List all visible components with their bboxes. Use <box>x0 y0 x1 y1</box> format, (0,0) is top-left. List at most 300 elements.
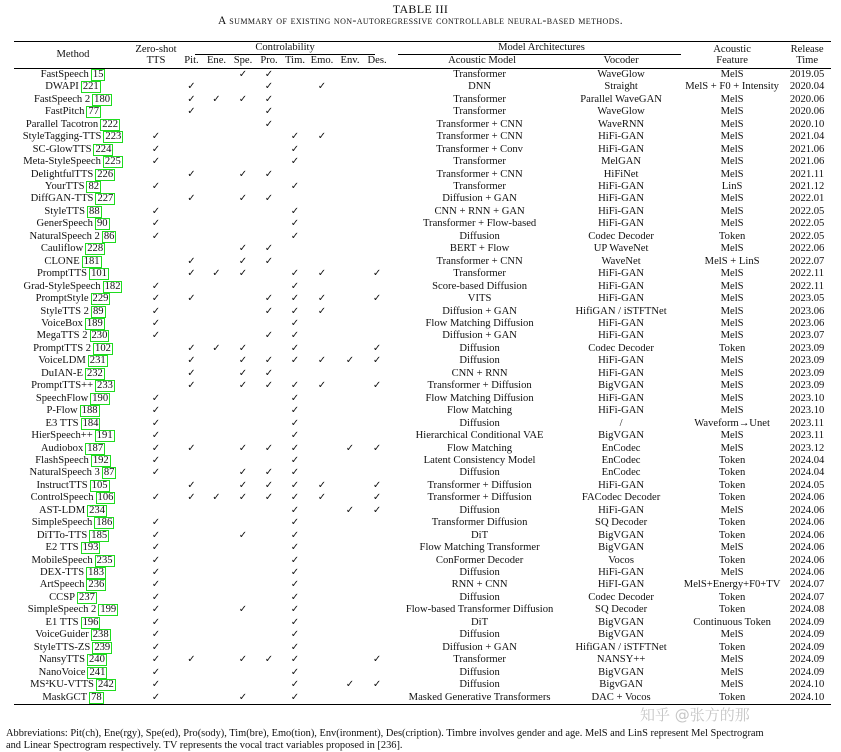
citation-link[interactable]: 89 <box>92 305 104 317</box>
citation-link[interactable]: 236 <box>88 579 105 591</box>
energy-check <box>203 579 230 591</box>
energy-check <box>203 592 230 604</box>
energy-check <box>203 306 230 318</box>
table-row <box>14 330 831 342</box>
prosody-check: ✓ <box>264 93 274 105</box>
description-check <box>364 629 390 641</box>
zero-shot-check <box>132 256 180 268</box>
description-check <box>364 181 390 193</box>
timbre-check: ✓ <box>290 268 300 280</box>
release-time-cell: 2024.04 <box>789 467 825 479</box>
prosody-check: ✓ <box>264 355 274 367</box>
pitch-check <box>180 530 203 542</box>
speed-check <box>230 629 256 641</box>
acoustic-model-cell: Diffusion <box>459 504 500 516</box>
acoustic-model-cell: Diffusion + GAN <box>442 330 517 342</box>
citation-link[interactable]: 235 <box>96 554 113 566</box>
method-name <box>14 567 132 579</box>
table-row <box>14 268 831 280</box>
method-name <box>14 330 132 342</box>
energy-check <box>203 692 230 705</box>
citation-link[interactable]: 222 <box>102 118 119 130</box>
description-check: ✓ <box>372 355 382 367</box>
emotion-check <box>308 642 336 654</box>
citation-link[interactable]: 231 <box>89 355 106 367</box>
citation-link[interactable]: 242 <box>97 679 114 691</box>
citation-link[interactable]: 101 <box>91 268 107 280</box>
description-check: ✓ <box>372 268 382 280</box>
method-name-text: PromptTTS 2 <box>33 342 92 354</box>
emotion-check <box>308 169 336 181</box>
citation-link[interactable]: 238 <box>92 629 109 641</box>
emotion-check <box>308 281 336 293</box>
environment-check <box>336 617 364 629</box>
citation-link[interactable]: 232 <box>86 367 103 379</box>
pitch-check <box>180 629 203 641</box>
energy-check: ✓ <box>212 93 221 105</box>
pitch-check <box>180 592 203 604</box>
acoustic-feature-cell: MelS <box>720 654 744 666</box>
citation-link[interactable]: 182 <box>104 280 121 292</box>
method-name-text: E2 TTS <box>45 542 79 554</box>
citation-link[interactable]: 191 <box>96 430 113 442</box>
release-time-cell: 2023.11 <box>790 430 825 442</box>
acoustic-feature-cell: Token <box>718 641 746 653</box>
acoustic-feature-cell: MelS <box>720 355 744 367</box>
method-name <box>14 318 132 330</box>
citation-link[interactable]: 233 <box>97 380 113 392</box>
pitch-check <box>180 318 203 330</box>
release-time-cell: 2023.10 <box>789 392 825 404</box>
method-name-text: SC-GlowTTS <box>32 143 92 155</box>
citation-link[interactable]: 88 <box>89 205 100 217</box>
acoustic-feature-cell: MelS+Energy+F0+TV <box>683 579 781 591</box>
vocoder-cell: Vocos <box>608 554 634 566</box>
acoustic-feature-cell: Waveform→Unet <box>694 417 770 429</box>
acoustic-feature-cell: Token <box>718 591 746 603</box>
environment-check <box>336 455 364 467</box>
citation-link[interactable]: 223 <box>105 131 122 143</box>
emotion-check: ✓ <box>317 293 327 305</box>
pitch-check: ✓ <box>187 106 196 118</box>
citation-link[interactable]: 229 <box>92 293 109 305</box>
method-name-text: DEX-TTS <box>39 567 85 579</box>
emotion-check <box>308 343 336 355</box>
citation-link[interactable]: 221 <box>82 81 99 93</box>
citation-link[interactable]: 193 <box>82 542 99 554</box>
method-name <box>14 306 132 318</box>
description-check <box>364 617 390 629</box>
environment-check <box>336 206 364 218</box>
citation-link[interactable]: 102 <box>95 342 111 354</box>
energy-check <box>203 430 230 442</box>
vocoder-cell: WaveRNN <box>597 118 645 130</box>
release-time-cell: 2024.04 <box>789 454 825 466</box>
table-row <box>14 81 831 93</box>
speed-check: ✓ <box>238 492 248 504</box>
zero-shot-check: ✓ <box>151 679 161 691</box>
zero-shot-check: ✓ <box>151 230 161 242</box>
emotion-check <box>308 667 336 679</box>
emotion-check <box>308 256 336 268</box>
method-name <box>14 68 132 81</box>
citation-link[interactable]: 196 <box>82 616 99 628</box>
citation-link[interactable]: 187 <box>87 442 104 454</box>
emotion-check: ✓ <box>317 268 327 280</box>
emotion-check <box>308 679 336 691</box>
citation-link[interactable]: 105 <box>91 479 108 491</box>
description-check <box>364 555 390 567</box>
table-row <box>14 355 831 367</box>
speed-check: ✓ <box>238 442 248 454</box>
citation-link[interactable]: 87 <box>103 467 115 479</box>
citation-link[interactable]: 90 <box>96 218 108 230</box>
environment-check <box>336 256 364 268</box>
method-name-text: MS²KU-VTTS <box>30 679 94 691</box>
environment-check <box>336 667 364 679</box>
table-row <box>14 281 831 293</box>
citation-link[interactable]: 237 <box>79 591 95 603</box>
prosody-check <box>256 430 282 442</box>
method-name-text: CLONE <box>44 255 80 267</box>
citation-link[interactable]: 188 <box>81 405 98 417</box>
prosody-check: ✓ <box>264 118 274 130</box>
energy-check <box>203 642 230 654</box>
timbre-check: ✓ <box>290 218 300 230</box>
energy-check <box>203 281 230 293</box>
description-check: ✓ <box>372 380 382 392</box>
method-name <box>14 642 132 654</box>
pitch-check <box>180 517 203 529</box>
pitch-check <box>180 243 203 255</box>
prosody-check <box>256 393 282 405</box>
acoustic-model-cell: Transformer + Diffusion <box>427 479 532 491</box>
vocoder-cell: HiFi-GAN <box>598 268 645 280</box>
citation-link[interactable]: 224 <box>95 143 112 155</box>
citation-link[interactable]: 227 <box>97 193 114 205</box>
citation-link[interactable]: 189 <box>86 317 103 329</box>
method-name <box>14 218 132 230</box>
table-row <box>14 629 831 641</box>
pitch-check: ✓ <box>187 193 196 205</box>
citation-link[interactable]: 239 <box>94 641 111 653</box>
method-name-text: FastPitch <box>44 106 85 118</box>
prosody-check: ✓ <box>264 81 274 93</box>
environment-check <box>336 281 364 293</box>
table-row <box>14 517 831 529</box>
citation-link[interactable]: 228 <box>87 243 104 255</box>
environment-check: ✓ <box>345 679 355 691</box>
citation-link[interactable]: 78 <box>91 691 102 703</box>
citation-link[interactable]: 240 <box>89 654 105 666</box>
header-acoustic-feature: Acoustic Feature <box>713 43 751 66</box>
timbre-check: ✓ <box>290 529 300 541</box>
speed-check <box>230 156 256 168</box>
pitch-check <box>180 567 203 579</box>
acoustic-model-cell: Flow Matching Diffusion <box>425 392 534 404</box>
acoustic-model-cell: Diffusion <box>459 666 500 678</box>
table-row <box>14 679 831 691</box>
subheader-prosody: Pro. <box>260 55 278 67</box>
vocoder-cell: UP WaveNet <box>593 243 649 255</box>
environment-check <box>336 642 364 654</box>
release-time-cell: 2022.11 <box>790 268 825 280</box>
environment-check <box>336 306 364 318</box>
zero-shot-check <box>132 268 180 280</box>
timbre-check: ✓ <box>290 280 300 292</box>
description-check <box>364 156 390 168</box>
acoustic-feature-cell: MelS <box>720 367 744 379</box>
methods-table <box>14 41 831 705</box>
emotion-check: ✓ <box>317 492 327 504</box>
environment-check <box>336 94 364 106</box>
zero-shot-check <box>132 243 180 255</box>
release-time-cell: 2021.04 <box>789 131 825 143</box>
acoustic-feature-cell: MelS <box>720 156 744 168</box>
timbre-check <box>282 368 308 380</box>
subheader-pitch: Pit. <box>184 55 199 67</box>
method-name <box>14 131 132 143</box>
vocoder-cell: Codec Decoder <box>588 342 654 354</box>
environment-check <box>336 330 364 342</box>
timbre-check <box>282 193 308 205</box>
prosody-check <box>256 592 282 604</box>
acoustic-model-cell: DiT <box>471 616 489 628</box>
acoustic-model-cell: Diffusion + GAN <box>442 305 517 317</box>
table-row <box>14 106 831 118</box>
method-name-text: StyleTagging-TTS <box>22 131 102 143</box>
timbre-check: ✓ <box>290 629 300 641</box>
method-name-text: MaskGCT <box>42 691 88 703</box>
acoustic-model-cell: Latent Consistency Model <box>423 454 536 466</box>
release-time-cell: 2022.05 <box>789 230 825 242</box>
acoustic-model-cell: Transformer + Flow-based <box>422 218 537 230</box>
environment-check <box>336 119 364 131</box>
zero-shot-check: ✓ <box>151 430 161 442</box>
energy-check <box>203 368 230 380</box>
emotion-check: ✓ <box>317 479 327 491</box>
citation-link[interactable]: 15 <box>92 68 104 80</box>
citation-link[interactable]: 241 <box>89 666 106 678</box>
release-time-cell: 2024.07 <box>789 579 825 591</box>
description-check <box>364 530 390 542</box>
method-name-text: StyleTTS-ZS <box>33 641 91 653</box>
acoustic-feature-cell: MelS <box>720 380 744 392</box>
pitch-check <box>180 679 203 691</box>
timbre-check <box>282 119 308 131</box>
environment-check <box>336 380 364 392</box>
emotion-check <box>308 579 336 591</box>
acoustic-feature-cell: MelS <box>720 293 744 305</box>
citation-link[interactable]: 190 <box>92 392 109 404</box>
citation-link[interactable]: 234 <box>89 504 105 516</box>
environment-check <box>336 567 364 579</box>
speed-check <box>230 206 256 218</box>
zero-shot-check <box>132 81 180 93</box>
acoustic-model-cell: ConFormer Decoder <box>435 554 524 566</box>
pitch-check: ✓ <box>187 380 196 392</box>
environment-check <box>336 156 364 168</box>
acoustic-feature-cell: Token <box>718 529 746 541</box>
vocoder-cell: SQ Decoder <box>595 604 648 616</box>
speed-check <box>230 617 256 629</box>
emotion-check <box>308 119 336 131</box>
acoustic-model-cell: Diffusion + GAN <box>442 641 517 653</box>
acoustic-feature-cell: LinS <box>721 180 743 192</box>
environment-check <box>336 393 364 405</box>
prosody-check <box>256 567 282 579</box>
citation-link[interactable]: 185 <box>91 529 108 541</box>
timbre-check: ✓ <box>290 417 300 429</box>
timbre-check: ✓ <box>290 579 300 591</box>
zero-shot-check: ✓ <box>151 143 161 155</box>
emotion-check <box>308 604 336 616</box>
acoustic-feature-cell: MelS <box>720 405 744 417</box>
citation-link[interactable]: 230 <box>91 330 108 342</box>
method-name-text: VoiceBox <box>41 317 83 329</box>
timbre-check: ✓ <box>290 616 300 628</box>
speed-check <box>230 542 256 554</box>
citation-link[interactable]: 226 <box>97 168 114 180</box>
prosody-check: ✓ <box>264 293 274 305</box>
method-name-text: Parallel Tacotron <box>25 118 99 130</box>
energy-check <box>203 218 230 230</box>
citation-link[interactable]: 77 <box>88 106 100 118</box>
footnote: Abbreviations: Pit(ch), Ene(rgy), Spe(ed), Pro(sody), Tim(bre), Emo(tion), Env(ironment), Des(cription). Timbre involves gender and age. MelS and LinS represent Mel Spectrogram and Linear Spectrogram respectively. TV represents the vocal tract variables proposed in [236]. <box>6 728 764 751</box>
citation-link[interactable]: 180 <box>94 93 111 105</box>
acoustic-feature-cell: Token <box>718 479 746 491</box>
environment-check <box>336 181 364 193</box>
method-name-text: P-Flow <box>46 405 78 417</box>
vocoder-cell: HiFi-GAN <box>598 293 645 305</box>
acoustic-model-cell: Transformer + Diffusion <box>427 492 532 504</box>
release-time-cell: 2023.05 <box>789 293 825 305</box>
citation-link[interactable]: 225 <box>104 156 121 168</box>
acoustic-feature-cell: MelS <box>720 168 744 180</box>
citation-link[interactable]: 82 <box>88 180 100 192</box>
zero-shot-check: ✓ <box>151 492 161 504</box>
acoustic-model-cell: Transformer <box>453 106 506 118</box>
zero-shot-check: ✓ <box>151 517 161 529</box>
citation-link[interactable]: 199 <box>100 604 117 616</box>
description-check <box>364 393 390 405</box>
pitch-check <box>180 455 203 467</box>
acoustic-model-cell: DiT <box>471 529 489 541</box>
speed-check: ✓ <box>238 529 248 541</box>
timbre-check: ✓ <box>290 305 300 317</box>
zero-shot-check <box>132 193 180 205</box>
emotion-check <box>308 243 336 255</box>
prosody-check <box>256 505 282 517</box>
method-name <box>14 430 132 442</box>
acoustic-model-cell: Diffusion <box>459 230 500 242</box>
acoustic-feature-cell: MelS <box>720 442 744 454</box>
method-name-text: E1 TTS <box>45 616 79 628</box>
method-name-text: VoiceGuider <box>35 629 89 641</box>
energy-check: ✓ <box>212 492 221 504</box>
environment-check <box>336 530 364 542</box>
release-time-cell: 2024.10 <box>783 692 831 705</box>
acoustic-feature-cell: Token <box>718 604 746 616</box>
energy-check <box>203 355 230 367</box>
subheader-energy: Ene. <box>206 55 227 67</box>
environment-check <box>336 467 364 479</box>
header-method: Method <box>56 48 90 60</box>
prosody-check: ✓ <box>264 68 274 80</box>
emotion-check <box>308 654 336 666</box>
acoustic-feature-cell: MelS + LinS <box>704 255 760 267</box>
pitch-check <box>180 617 203 629</box>
method-name <box>14 256 132 268</box>
table-label: TABLE III <box>392 2 449 16</box>
citation-link[interactable]: 186 <box>96 517 113 529</box>
method-name <box>14 617 132 629</box>
release-time-cell: 2022.05 <box>789 218 825 230</box>
method-name <box>14 144 132 156</box>
release-time-cell: 2024.06 <box>789 529 825 541</box>
zero-shot-check: ✓ <box>151 442 161 454</box>
timbre-check <box>282 94 308 106</box>
table-row <box>14 256 831 268</box>
citation-link[interactable]: 181 <box>83 255 100 267</box>
description-check: ✓ <box>372 654 382 666</box>
description-check <box>364 467 390 479</box>
timbre-check <box>282 243 308 255</box>
timbre-check <box>282 81 308 93</box>
description-check <box>364 94 390 106</box>
prosody-check: ✓ <box>264 467 274 479</box>
subheader-speed: Spe. <box>233 55 253 67</box>
timbre-check: ✓ <box>290 293 300 305</box>
release-time-cell: 2024.09 <box>789 654 825 666</box>
citation-link[interactable]: 183 <box>88 567 105 579</box>
prosody-check: ✓ <box>264 168 274 180</box>
prosody-check <box>256 231 282 243</box>
emotion-check <box>308 218 336 230</box>
acoustic-model-cell: Masked Generative Transformers <box>398 692 561 705</box>
speed-check <box>230 131 256 143</box>
prosody-check <box>256 667 282 679</box>
table-row <box>14 181 831 193</box>
acoustic-feature-cell: Token <box>718 342 746 354</box>
zero-shot-check <box>132 94 180 106</box>
citation-link[interactable]: 106 <box>97 492 114 504</box>
zero-shot-check: ✓ <box>151 454 161 466</box>
method-name-text: Audiobox <box>40 442 84 454</box>
timbre-check: ✓ <box>290 330 300 342</box>
timbre-check: ✓ <box>290 554 300 566</box>
description-check <box>364 256 390 268</box>
pitch-check: ✓ <box>187 479 196 491</box>
vocoder-cell: HiFi-GAN <box>598 504 645 516</box>
method-name <box>14 480 132 492</box>
environment-check <box>336 343 364 355</box>
emotion-check <box>308 231 336 243</box>
emotion-check <box>308 68 336 81</box>
description-check <box>364 281 390 293</box>
speed-check: ✓ <box>238 355 248 367</box>
description-check <box>364 567 390 579</box>
release-time-cell: 2022.01 <box>789 193 825 205</box>
zero-shot-check: ✓ <box>151 554 161 566</box>
method-name <box>14 455 132 467</box>
citation-link[interactable]: 192 <box>92 454 109 466</box>
description-check <box>364 218 390 230</box>
citation-link[interactable]: 184 <box>82 417 99 429</box>
citation-link[interactable]: 86 <box>103 230 115 242</box>
acoustic-feature-cell: MelS <box>720 193 744 205</box>
table-row <box>14 692 831 705</box>
